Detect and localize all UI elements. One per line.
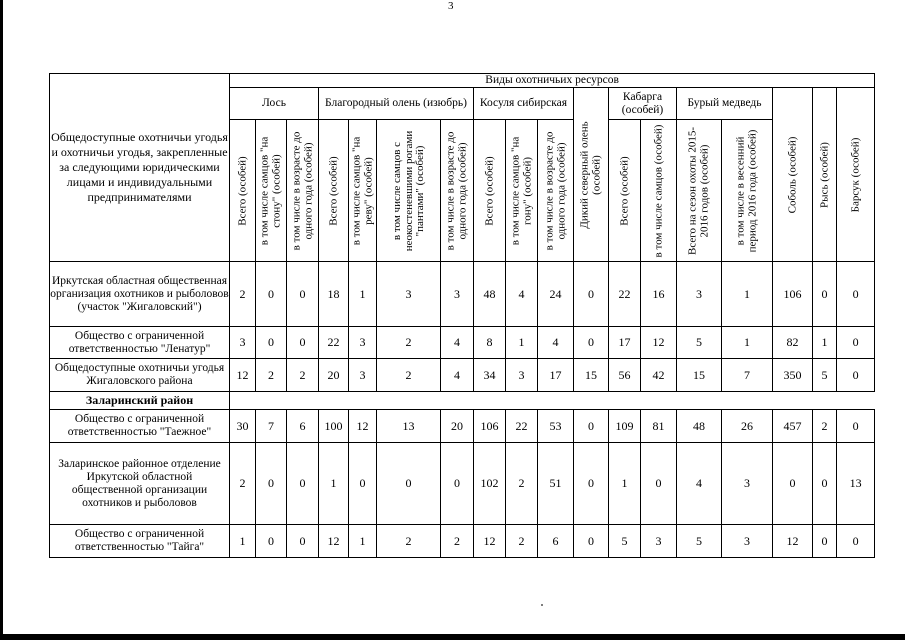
cell: 0 [256, 262, 287, 327]
cell: 2 [256, 359, 287, 392]
org-name: Общество с ограниченной ответственностью "Таежное" [50, 410, 230, 443]
group-brown-bear: Бурый медведь [677, 88, 773, 120]
cell: 3 [441, 262, 474, 327]
cell: 3 [677, 262, 722, 327]
cell: 0 [574, 327, 609, 359]
scan-left-edge [0, 0, 3, 640]
group-wild-reindeer: Дикий северный олень (особей) [574, 88, 609, 262]
cell: 2 [230, 443, 256, 525]
cell: 0 [349, 443, 377, 525]
cell: 30 [230, 410, 256, 443]
cell: 17 [538, 359, 574, 392]
sub-deer-total: Всего (особей) [319, 120, 349, 262]
cell: 12 [641, 327, 677, 359]
sub-deer-young: в том числе в возрасте до одного года (особей) [441, 120, 474, 262]
sub-moose-total: Всего (особей) [230, 120, 256, 262]
cell: 1 [230, 525, 256, 558]
cell: 7 [256, 410, 287, 443]
cell: 22 [506, 410, 538, 443]
table-row [50, 359, 875, 392]
cell: 0 [813, 525, 837, 558]
cell: 0 [641, 443, 677, 525]
cell: 48 [474, 262, 506, 327]
cell: 106 [773, 262, 813, 327]
sub-bear-season: Всего на сезон охоты 2015-2016 годов (особей) [677, 120, 722, 262]
scan-speck [541, 604, 543, 606]
scan-bottom-edge [0, 634, 905, 640]
cell: 0 [837, 525, 875, 558]
cell: 2 [377, 525, 441, 558]
org-column-header: Общедоступные охотничьи угодья и охотничьи угодья, закрепленные за следующими юридическими лицами и индивидуальными предпринимателями [50, 74, 230, 262]
cell: 0 [287, 525, 319, 558]
cell: 20 [441, 410, 474, 443]
cell: 3 [349, 327, 377, 359]
cell: 106 [474, 410, 506, 443]
group-badger: Барсук (особей) [837, 88, 875, 262]
cell: 8 [474, 327, 506, 359]
sub-moose-males: в том числе самцов "на стону" (особей) [256, 120, 287, 262]
cell: 1 [722, 327, 773, 359]
cell: 15 [677, 359, 722, 392]
cell: 3 [722, 443, 773, 525]
cell: 109 [609, 410, 641, 443]
cell: 3 [230, 327, 256, 359]
cell: 22 [319, 327, 349, 359]
cell: 0 [287, 443, 319, 525]
cell: 53 [538, 410, 574, 443]
cell: 3 [349, 359, 377, 392]
cell: 5 [677, 525, 722, 558]
cell: 4 [677, 443, 722, 525]
org-name: Общество с ограниченной ответственностью "Ленатур" [50, 327, 230, 359]
group-roe-deer: Косуля сибирская [474, 88, 574, 120]
cell: 2 [377, 327, 441, 359]
cell: 2 [813, 410, 837, 443]
page-number: 3 [448, 0, 454, 12]
cell: 0 [837, 359, 875, 392]
cell: 0 [287, 327, 319, 359]
cell: 3 [722, 525, 773, 558]
cell: 350 [773, 359, 813, 392]
table-row [50, 262, 875, 327]
cell: 16 [641, 262, 677, 327]
cell: 13 [837, 443, 875, 525]
cell: 0 [837, 262, 875, 327]
cell: 1 [813, 327, 837, 359]
cell: 0 [574, 262, 609, 327]
cell: 1 [722, 262, 773, 327]
cell: 3 [377, 262, 441, 327]
cell: 12 [349, 410, 377, 443]
cell: 20 [319, 359, 349, 392]
cell: 5 [609, 525, 641, 558]
cell: 12 [230, 359, 256, 392]
cell: 100 [319, 410, 349, 443]
cell: 2 [377, 359, 441, 392]
table-row [50, 410, 875, 443]
cell: 2 [287, 359, 319, 392]
cell: 48 [677, 410, 722, 443]
cell: 0 [256, 525, 287, 558]
sub-musk-males: в том числе самцов (особей) [641, 120, 677, 262]
cell: 0 [813, 262, 837, 327]
cell: 102 [474, 443, 506, 525]
cell: 2 [230, 262, 256, 327]
cell: 82 [773, 327, 813, 359]
group-sable: Соболь (особей) [773, 88, 813, 262]
species-title: Виды охотничьих ресурсов [230, 74, 875, 88]
org-name: Общество с ограниченной ответственностью "Тайга" [50, 525, 230, 558]
cell: 0 [773, 443, 813, 525]
cell: 0 [574, 525, 609, 558]
cell: 0 [813, 443, 837, 525]
cell: 2 [506, 443, 538, 525]
hunting-resources-table [49, 73, 875, 558]
cell: 1 [609, 443, 641, 525]
cell: 3 [506, 359, 538, 392]
cell: 42 [641, 359, 677, 392]
sub-deer-males: в том числе самцов "на реву" (особей) [349, 120, 377, 262]
sub-roe-total: Всего (особей) [474, 120, 506, 262]
cell: 2 [441, 525, 474, 558]
cell: 3 [641, 525, 677, 558]
cell: 0 [837, 327, 875, 359]
table-row [50, 525, 875, 558]
cell: 12 [773, 525, 813, 558]
cell: 5 [677, 327, 722, 359]
cell: 4 [441, 327, 474, 359]
sub-musk-total: Всего (особей) [609, 120, 641, 262]
cell: 5 [813, 359, 837, 392]
cell: 0 [441, 443, 474, 525]
cell: 13 [377, 410, 441, 443]
sub-deer-antlers: в том числе самцов с неокостеневшими рогами "пантами" (особей) [377, 120, 441, 262]
cell: 1 [319, 443, 349, 525]
group-moose: Лось [230, 88, 319, 120]
cell: 1 [506, 327, 538, 359]
sub-moose-young: в том числе в возрасте до одного года (особей) [287, 120, 319, 262]
cell: 1 [349, 525, 377, 558]
cell: 51 [538, 443, 574, 525]
cell: 15 [574, 359, 609, 392]
cell: 1 [349, 262, 377, 327]
cell: 0 [377, 443, 441, 525]
section-title: Заларинский район [50, 392, 230, 410]
cell: 4 [538, 327, 574, 359]
cell: 56 [609, 359, 641, 392]
org-name: Иркутская областная общественная организация охотников и рыболовов (участок "Жигаловский") [50, 262, 230, 327]
cell: 81 [641, 410, 677, 443]
table-row [50, 327, 875, 359]
cell: 24 [538, 262, 574, 327]
cell: 0 [837, 410, 875, 443]
cell: 34 [474, 359, 506, 392]
sub-roe-males: в том числе самцов "на гону" (особей) [506, 120, 538, 262]
cell: 6 [287, 410, 319, 443]
cell: 4 [441, 359, 474, 392]
sub-bear-spring: в том числе в весенний период 2016 года (особей) [722, 120, 773, 262]
group-musk-deer: Кабарга (особей) [609, 88, 677, 120]
cell: 17 [609, 327, 641, 359]
cell: 0 [574, 410, 609, 443]
cell: 0 [287, 262, 319, 327]
group-red-deer: Благородный олень (изюбрь) [319, 88, 474, 120]
cell: 6 [538, 525, 574, 558]
sub-roe-young: в том числе в возрасте до одного года (особей) [538, 120, 574, 262]
cell: 4 [506, 262, 538, 327]
cell: 0 [256, 327, 287, 359]
cell: 12 [474, 525, 506, 558]
section-row [50, 392, 875, 410]
org-name: Общедоступные охотничьи угодья Жигаловского района [50, 359, 230, 392]
cell: 0 [574, 443, 609, 525]
group-lynx: Рысь (особей) [813, 88, 837, 262]
cell: 2 [506, 525, 538, 558]
cell: 457 [773, 410, 813, 443]
table-row [50, 443, 875, 525]
cell: 12 [319, 525, 349, 558]
section-spacer [230, 392, 875, 410]
cell: 7 [722, 359, 773, 392]
cell: 26 [722, 410, 773, 443]
org-name: Заларинское районное отделение Иркутской областной общественной организации охотников и рыболовов [50, 443, 230, 525]
cell: 22 [609, 262, 641, 327]
cell: 18 [319, 262, 349, 327]
cell: 0 [256, 443, 287, 525]
